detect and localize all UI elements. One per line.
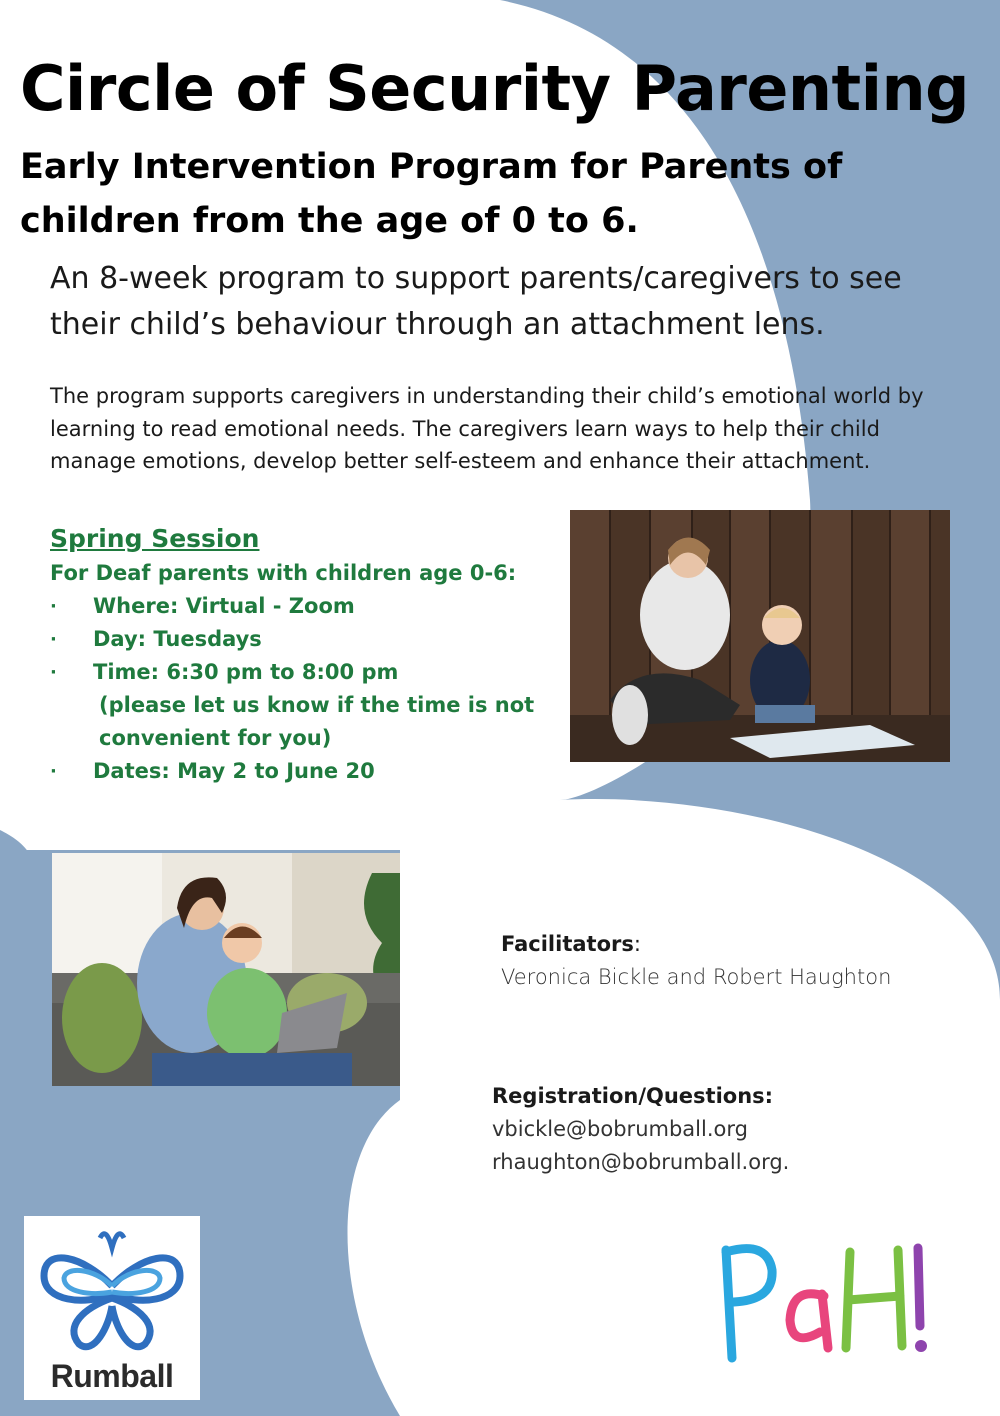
email-link-vbickle[interactable]: vbickle@bobrumball.org bbox=[492, 1117, 748, 1141]
session-time: Time: 6:30 pm to 8:00 pm bbox=[93, 660, 399, 684]
bullet-icon: · bbox=[50, 596, 57, 617]
facilitators-block bbox=[501, 928, 961, 994]
rumball-logo bbox=[24, 1216, 200, 1400]
session-day-item bbox=[50, 623, 570, 656]
facilitators-label: Facilitators bbox=[501, 932, 634, 956]
registration-block bbox=[492, 1080, 952, 1179]
bullet-icon: · bbox=[50, 761, 57, 782]
mother-and-toddler-photo bbox=[570, 510, 950, 762]
bullet-icon: · bbox=[50, 662, 57, 683]
session-day: Day: Tuesdays bbox=[93, 627, 262, 651]
session-details-list bbox=[50, 590, 570, 788]
program-intro: An 8-week program to support parents/caregivers to see their child’s behaviour through an attachment lens. bbox=[50, 261, 902, 342]
session-info bbox=[50, 524, 570, 788]
program-description: The program supports caregivers in understanding their child’s emotional world by learning to read emotional needs. The caregivers learn ways to help their child manage emotions, develop better self-esteem and enhance their attachment. bbox=[50, 384, 924, 473]
facilitators-colon: : bbox=[633, 932, 641, 956]
session-where-item bbox=[50, 590, 570, 623]
page-title: Circle of Security Parenting bbox=[20, 52, 969, 125]
facilitators-names: Veronica Bickle and Robert Haughton bbox=[501, 965, 892, 989]
session-heading: Spring Session bbox=[50, 524, 260, 553]
bullet-icon: · bbox=[50, 629, 57, 650]
rumball-logo-text: Rumball bbox=[50, 1358, 174, 1394]
session-time-item bbox=[50, 656, 570, 755]
pah-logo bbox=[712, 1230, 942, 1370]
registration-label: Registration/Questions: bbox=[492, 1084, 774, 1108]
session-where: Where: Virtual - Zoom bbox=[93, 594, 355, 618]
mother-and-son-laptop-photo bbox=[52, 853, 400, 1086]
email-link-rhaughton[interactable]: rhaughton@bobrumball.org. bbox=[492, 1150, 790, 1174]
session-audience: For Deaf parents with children age 0-6: bbox=[50, 561, 517, 585]
session-dates: Dates: May 2 to June 20 bbox=[93, 759, 375, 783]
session-time-note: (please let us know if the time is not convenient for you) bbox=[99, 693, 535, 750]
page-subtitle: Early Intervention Program for Parents of children from the age of 0 to 6. bbox=[20, 147, 843, 241]
session-dates-item bbox=[50, 755, 570, 788]
